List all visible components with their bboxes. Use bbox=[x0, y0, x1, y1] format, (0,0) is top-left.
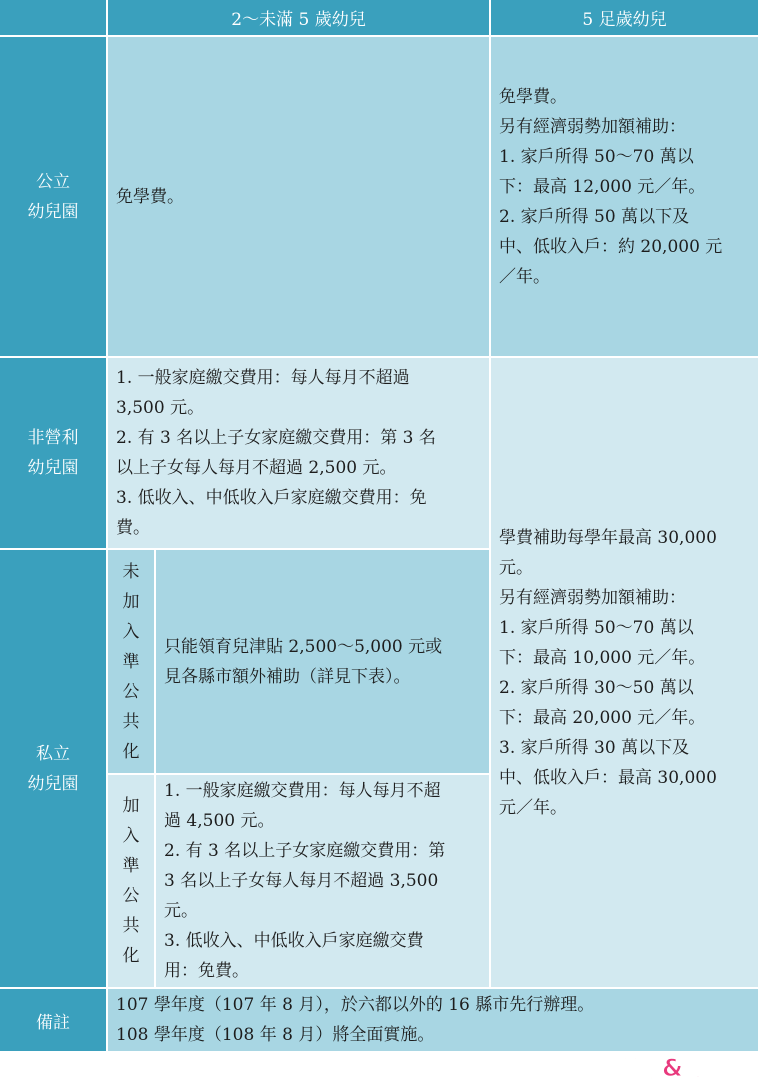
public-col2-line: 另有經濟弱勢加額補助： bbox=[499, 116, 686, 137]
vert-char: 化 bbox=[122, 946, 140, 966]
public-col1-text: 免學費。 bbox=[116, 186, 184, 207]
vert-char: 未 bbox=[122, 561, 140, 582]
header-corner bbox=[0, 0, 106, 35]
public-col2-line: 中、低收入戶：約 20,000 元 bbox=[499, 236, 723, 257]
public-col2-line: 1. 家戶所得 50～70 萬以 bbox=[499, 146, 694, 167]
shared-col2-line: 下：最高 20,000 元／年。 bbox=[499, 707, 706, 728]
logo-text: 嬰兒&母親 bbox=[614, 1054, 731, 1082]
shared-col2-line: 另有經濟弱勢加額補助： bbox=[499, 587, 686, 608]
vert-char: 準 bbox=[122, 651, 140, 672]
private-sub2-line: 用：免費。 bbox=[164, 961, 249, 981]
shared-col2 bbox=[491, 358, 758, 987]
private-sub1-line: 只能領育兒津貼 2,500～5,000 元或 bbox=[164, 636, 443, 657]
vert-char: 公 bbox=[122, 681, 140, 702]
row-label-line: 幼兒園 bbox=[27, 773, 79, 794]
private-sub2-line: 3 名以上子女每人每月不超過 3,500 bbox=[164, 871, 439, 891]
row-label-public bbox=[0, 37, 106, 356]
shared-col2-line: 學費補助每學年最高 30,000 bbox=[499, 527, 717, 548]
public-col2-line: 2. 家戶所得 50 萬以下及 bbox=[499, 206, 690, 227]
private-sub2-text bbox=[156, 775, 489, 987]
nonprofit-col1-line: 以上子女每人每月不超過 2,500 元。 bbox=[116, 458, 397, 478]
vert-char: 公 bbox=[122, 886, 140, 906]
private-sub1-line: 見各縣市額外補助（詳見下表）。 bbox=[164, 666, 411, 687]
private-sub2-line: 3. 低收入、中低收入戶家庭繳交費 bbox=[164, 931, 424, 951]
shared-col2-line: 元。 bbox=[499, 557, 533, 578]
shared-col2-line: 3. 家戶所得 30 萬以下及 bbox=[499, 737, 690, 758]
notes-line: 107 學年度（107 年 8 月），於六都以外的 16 縣市先行辦理。 bbox=[116, 995, 595, 1015]
nonprofit-col1 bbox=[108, 358, 489, 548]
private-sub2-line: 2. 有 3 名以上子女家庭繳交費用：第 bbox=[164, 841, 446, 861]
private-sub2-line: 1. 一般家庭繳交費用：每人每月不超 bbox=[164, 781, 441, 801]
vert-char: 共 bbox=[122, 916, 140, 936]
vert-char: 入 bbox=[122, 826, 140, 846]
public-col2 bbox=[491, 37, 758, 356]
public-col2-line: ／年。 bbox=[499, 266, 550, 287]
nonprofit-col1-line: 1. 一般家庭繳交費用：每人每月不超過 bbox=[116, 368, 410, 388]
shared-col2-line: 1. 家戶所得 50～70 萬以 bbox=[499, 617, 694, 638]
private-sub1-label bbox=[108, 550, 154, 773]
notes-text bbox=[108, 989, 758, 1051]
header-col-5-years: 5 足歲幼兒 bbox=[491, 0, 758, 35]
row-label-line: 非營利 bbox=[27, 428, 79, 448]
shared-col2-line: 元／年。 bbox=[499, 797, 567, 818]
nonprofit-col1-line: 2. 有 3 名以上子女家庭繳交費用：第 3 名 bbox=[116, 428, 436, 448]
private-sub2-label bbox=[108, 775, 154, 987]
row-label-nonprofit bbox=[0, 358, 106, 548]
notes-line: 108 學年度（108 年 8 月）將全面實施。 bbox=[116, 1025, 435, 1045]
vert-char: 化 bbox=[122, 741, 140, 762]
public-col2-line: 免學費。 bbox=[499, 86, 567, 107]
row-label-private bbox=[0, 550, 106, 987]
nonprofit-col1-line: 3,500 元。 bbox=[116, 398, 205, 418]
row-label-line: 幼兒園 bbox=[27, 201, 79, 222]
vert-char: 加 bbox=[122, 591, 140, 612]
row-label-notes: 備註 bbox=[0, 989, 106, 1051]
vert-char: 共 bbox=[122, 711, 140, 732]
row-label-line: 私立 bbox=[36, 743, 70, 764]
shared-col2-line: 2. 家戶所得 30～50 萬以 bbox=[499, 677, 694, 698]
vert-char: 入 bbox=[122, 621, 140, 642]
nonprofit-col1-line: 費。 bbox=[116, 518, 150, 538]
row-label-line: 幼兒園 bbox=[27, 458, 79, 478]
shared-col2-line: 中、低收入戶：最高 30,000 bbox=[499, 767, 717, 788]
public-col2-line: 下：最高 12,000 元／年。 bbox=[499, 176, 706, 197]
row-label-line: 公立 bbox=[36, 171, 70, 192]
nonprofit-col1-line: 3. 低收入、中低收入戶家庭繳交費用：免 bbox=[116, 488, 427, 508]
private-sub2-line: 元。 bbox=[164, 901, 198, 921]
brand-logo bbox=[614, 1050, 748, 1082]
shared-col2-line: 下：最高 10,000 元／年。 bbox=[499, 647, 706, 668]
header-col-2-to-5: 2～未滿 5 歲幼兒 bbox=[108, 0, 489, 35]
private-sub2-line: 過 4,500 元。 bbox=[164, 811, 275, 831]
private-sub1-text bbox=[156, 550, 489, 773]
public-col1 bbox=[108, 37, 489, 356]
vert-char: 加 bbox=[122, 796, 140, 816]
vert-char: 準 bbox=[122, 856, 140, 876]
